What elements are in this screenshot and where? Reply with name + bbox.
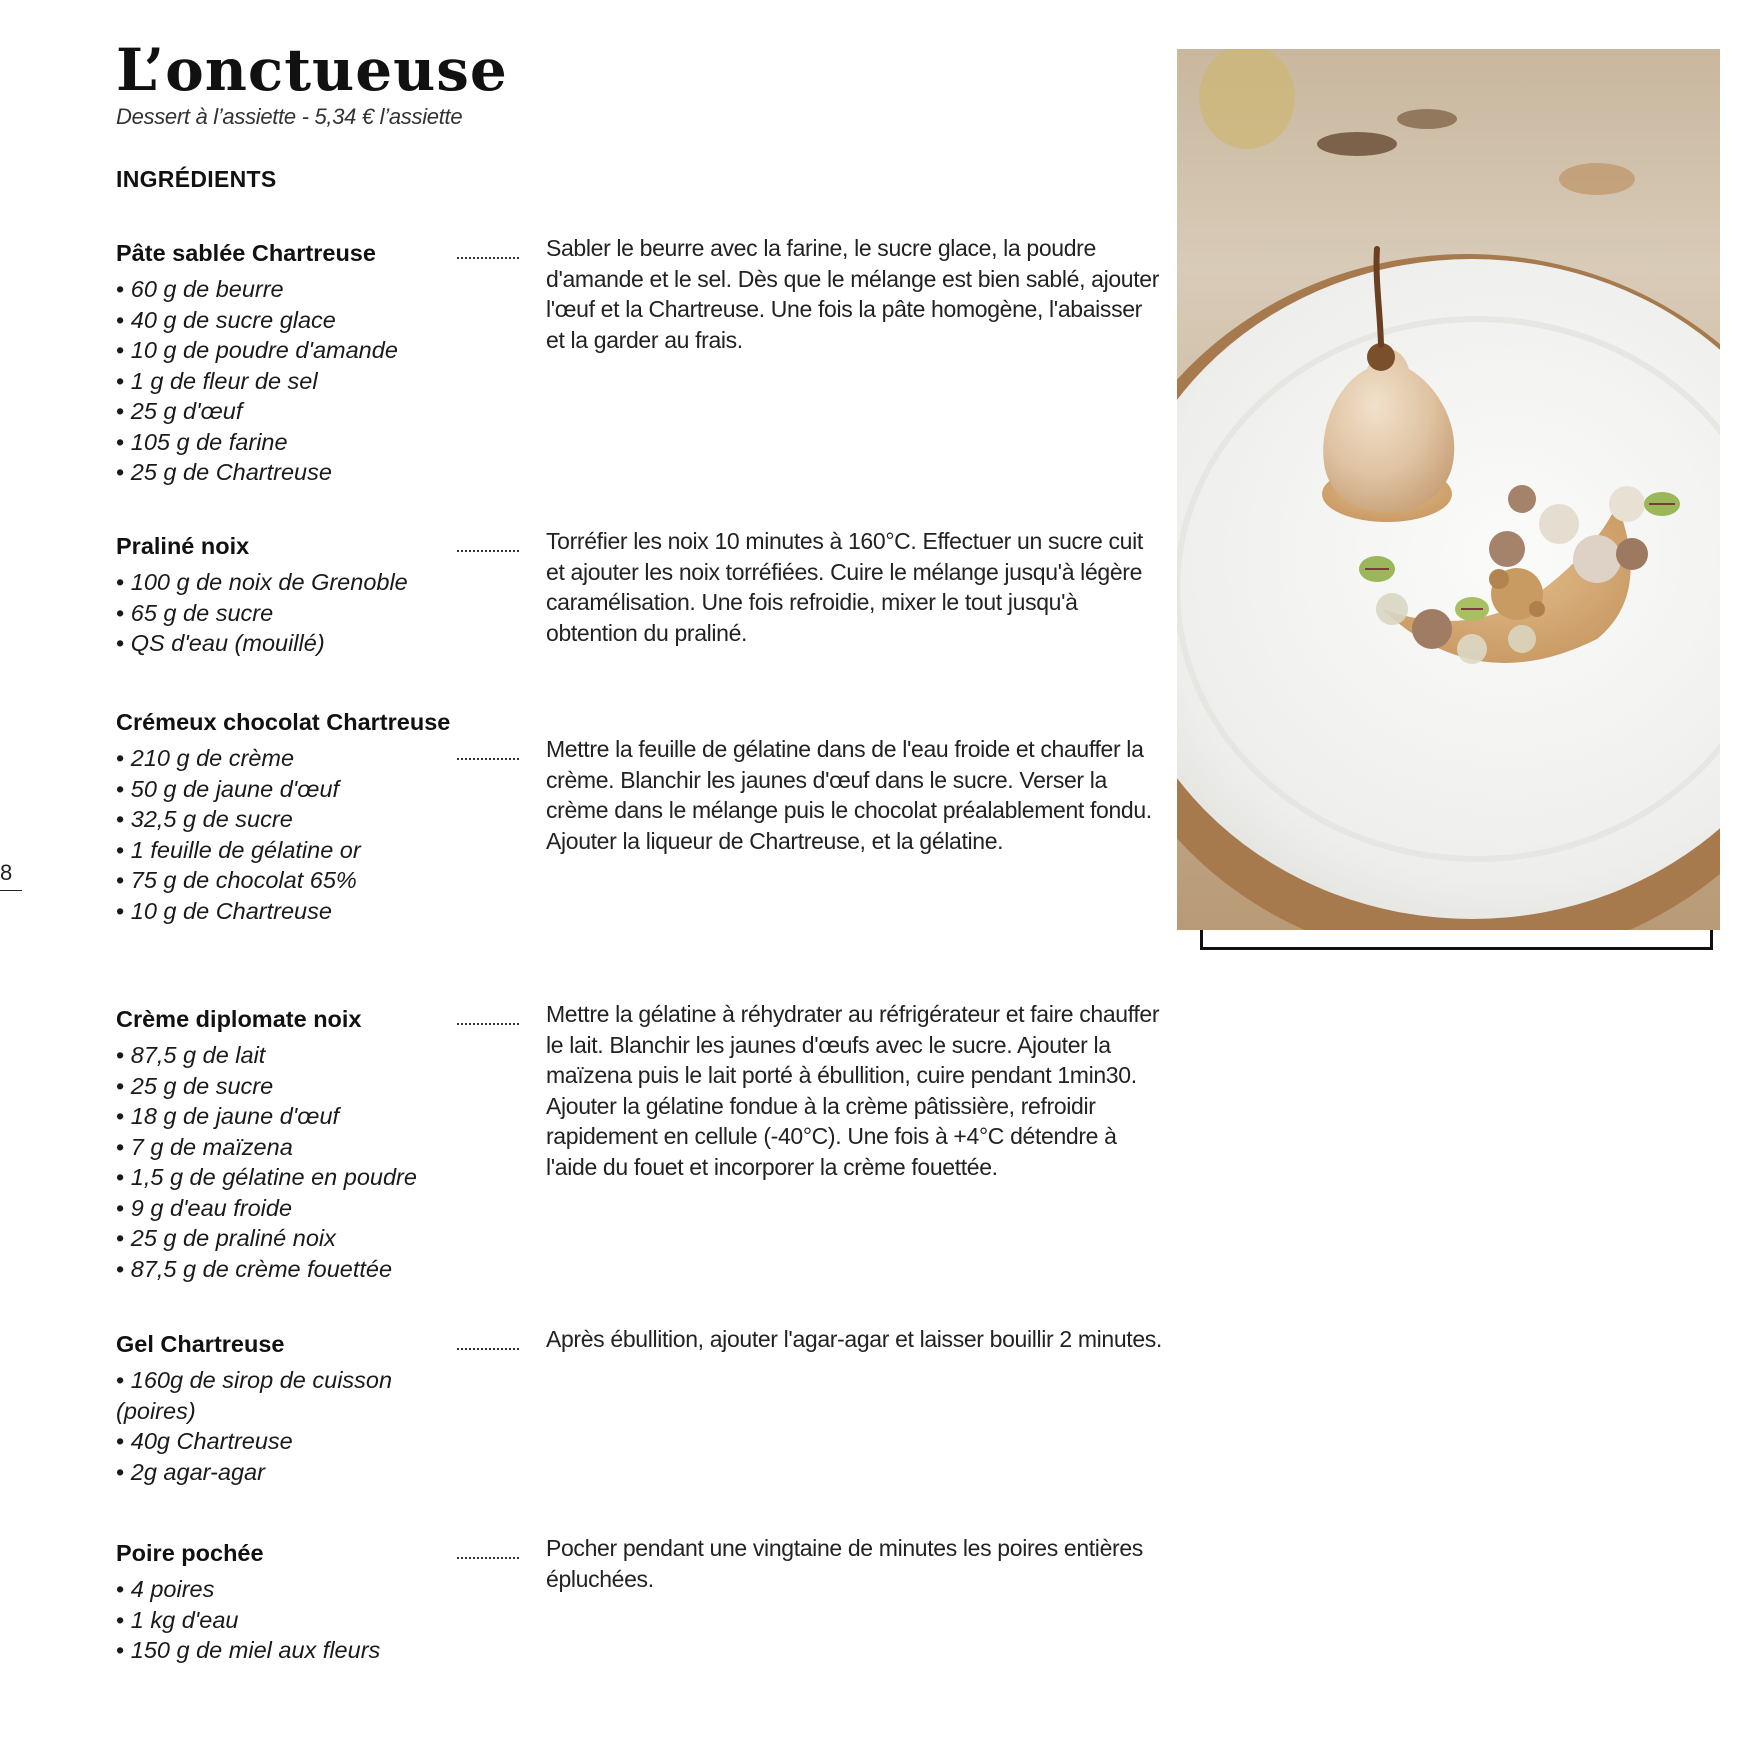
ingredient-item: • 25 g d'œuf xyxy=(116,396,456,427)
ingredient-list xyxy=(116,1574,456,1666)
page-number-rule xyxy=(0,890,22,891)
ingredient-item: • 105 g de farine xyxy=(116,427,456,458)
section-title: Gel Chartreuse xyxy=(116,1331,285,1357)
ingredient-list xyxy=(116,743,456,926)
ingredient-item: • 40g Chartreuse xyxy=(116,1426,456,1457)
ingredient-item: • 25 g de Chartreuse xyxy=(116,457,456,488)
ingredient-item: • 2g agar-agar xyxy=(116,1457,456,1488)
ingredient-item: • 1 feuille de gélatine or xyxy=(116,835,456,866)
page-number: 8 xyxy=(0,860,13,885)
section-title: Poire pochée xyxy=(116,1540,264,1566)
chocolate-cream xyxy=(1508,485,1536,513)
ingredient-item: • 150 g de miel aux fleurs xyxy=(116,1635,456,1666)
recipe-section-cremeux-chocolat xyxy=(116,707,1166,926)
section-title: Crème diplomate noix xyxy=(116,1006,362,1032)
section-title: Crémeux chocolat Chartreuse xyxy=(116,709,451,735)
ingredient-item: • 10 g de Chartreuse xyxy=(116,896,456,927)
instruction-paragraph: Pocher pendant une vingtaine de minutes les poires entières épluchées. xyxy=(546,1535,1143,1592)
section-title: Praliné noix xyxy=(116,533,250,559)
recipe-section-pate-sablee xyxy=(116,235,1166,488)
ingredients-heading: INGRÉDIENTS xyxy=(116,166,277,192)
ingredient-list xyxy=(116,1365,456,1487)
ingredient-item: • 100 g de noix de Grenoble xyxy=(116,567,456,598)
gel-pearl xyxy=(1457,634,1487,664)
dotted-leader xyxy=(457,758,519,762)
ingredient-item: • 87,5 g de lait xyxy=(116,1040,456,1071)
instruction-paragraph: Mettre la gélatine à réhydrater au réfrigérateur et faire chauffer le lait. Blanchir les jaunes d'œufs avec le sucre. Ajouter la maïzena puis le lait porté à ébullition, cuire pendant 1min30. xyxy=(546,1001,1160,1088)
section-instructions xyxy=(546,999,1166,1182)
ingredient-list xyxy=(116,274,456,488)
dotted-leader xyxy=(457,1023,519,1027)
ingredient-item: • 32,5 g de sucre xyxy=(116,804,456,835)
ingredient-item: • 65 g de sucre xyxy=(116,598,456,629)
blurred-chocolate-shape xyxy=(1317,132,1397,156)
cream-dome xyxy=(1609,486,1645,522)
ingredient-item: • 1 g de fleur de sel xyxy=(116,366,456,397)
instruction-paragraph: Mettre la feuille de gélatine dans de l'eau froide et chauffer la crème. Blanchir les jaunes d'œuf dans le sucre. Verser la crème dans le mélange puis le chocolat préalablement fondu. Ajouter la liqueur de Chartreuse, et la gélatine. xyxy=(546,736,1152,854)
ingredient-item: • 87,5 g de crème fouettée xyxy=(116,1254,456,1285)
dotted-leader xyxy=(457,550,519,554)
instruction-paragraph: Sabler le beurre avec la farine, le sucre glace, la poudre d'amande et le sel. Dès que le mélange est bien sablé, ajouter l'œuf et la Chartreuse. Une fois la pâte homogène, l'abaisser et la garder au frais. xyxy=(546,235,1160,353)
instruction-paragraph: Torréfier les noix 10 minutes à 160°C. Effectuer un sucre cuit et ajouter les noix torréfiées. Cuire le mélange jusqu'à légère caramélisation. Une fois refroidie, mixer le tout jusqu'à obtention du praliné. xyxy=(546,528,1143,646)
ingredient-item: • 210 g de crème xyxy=(116,743,456,774)
ingredient-list xyxy=(116,567,456,659)
section-instructions xyxy=(546,233,1166,355)
instruction-paragraph: Après ébullition, ajouter l'agar-agar et laisser bouillir 2 minutes. xyxy=(546,1326,1162,1352)
section-instructions xyxy=(546,1533,1166,1594)
cream-dome xyxy=(1539,504,1579,544)
ingredient-item: • 160g de sirop de cuisson (poires) xyxy=(116,1365,456,1426)
recipe-section-poire-pochee xyxy=(116,1535,1166,1666)
blurred-nut-shape xyxy=(1559,163,1635,195)
dessert-photo xyxy=(1177,49,1720,930)
section-instructions xyxy=(546,734,1166,856)
ingredient-item: • 50 g de jaune d'œuf xyxy=(116,774,456,805)
dotted-leader xyxy=(457,257,519,261)
blurred-chocolate-shape xyxy=(1397,109,1457,129)
gel-pearl xyxy=(1376,593,1408,625)
ingredient-item: • QS d'eau (mouillé) xyxy=(116,628,456,659)
dotted-leader xyxy=(457,1557,519,1561)
praline-crumble xyxy=(1489,569,1509,589)
chocolate-cream xyxy=(1489,531,1525,567)
ingredient-item: • 40 g de sucre glace xyxy=(116,305,456,336)
ingredient-item: • 9 g d'eau froide xyxy=(116,1193,456,1224)
section-instructions xyxy=(546,1324,1166,1355)
section-instructions xyxy=(546,526,1166,648)
ingredient-item: • 4 poires xyxy=(116,1574,456,1605)
recipe-section-creme-diplomate xyxy=(116,1001,1166,1284)
cream-dome xyxy=(1573,535,1621,583)
ingredient-list xyxy=(116,1040,456,1284)
dotted-leader xyxy=(457,1348,519,1352)
chocolate-cream xyxy=(1412,609,1452,649)
ingredient-item: • 25 g de sucre xyxy=(116,1071,456,1102)
section-title: Pâte sablée Chartreuse xyxy=(116,240,376,266)
recipe-section-praline-noix xyxy=(116,528,1166,659)
praline-crumble xyxy=(1529,601,1545,617)
ingredient-item: • 18 g de jaune d'œuf xyxy=(116,1101,456,1132)
recipe-title: L’onctueuse xyxy=(116,36,508,104)
recipe-subtitle: Dessert à l’assiette - 5,34 € l’assiette xyxy=(116,104,463,129)
ingredient-item: • 60 g de beurre xyxy=(116,274,456,305)
ingredient-item: • 75 g de chocolat 65% xyxy=(116,865,456,896)
ingredient-item: • 10 g de poudre d'amande xyxy=(116,335,456,366)
chocolate-cream xyxy=(1616,538,1648,570)
blurred-pear-shape xyxy=(1199,49,1295,149)
ingredient-item: • 7 g de maïzena xyxy=(116,1132,456,1163)
ingredient-item: • 1 kg d'eau xyxy=(116,1605,456,1636)
ingredient-item: • 1,5 g de gélatine en poudre xyxy=(116,1162,456,1193)
gel-pearl xyxy=(1508,625,1536,653)
instruction-paragraph: Ajouter la gélatine fondue à la crème pâtissière, refroidir rapidement en cellule (-40°C). Une fois à +4°C détendre à l'aide du fouet et incorporer la crème fouettée. xyxy=(546,1092,1117,1180)
recipe-section-gel-chartreuse xyxy=(116,1326,1166,1487)
ingredient-item: • 25 g de praliné noix xyxy=(116,1223,456,1254)
